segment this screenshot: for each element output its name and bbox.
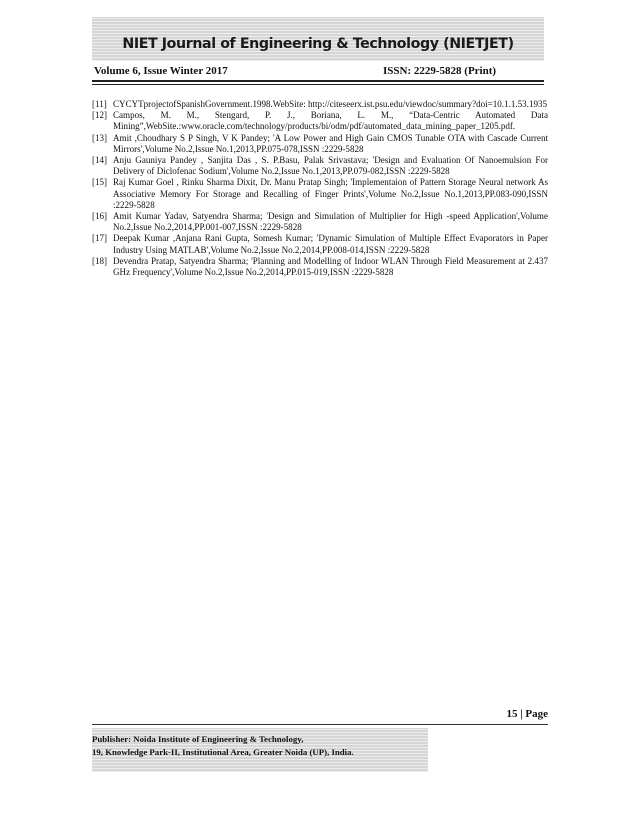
reference-text: Campos, M. M., Stengard, P. J., Boriana, L. M., “Data-Centric Automated Data Mining”,WebSite.:www.oracle.com/technology/products/bi/odm/pdf/automated_data_mining_paper_1205.pdf. — [113, 110, 548, 132]
reference-item — [92, 133, 548, 155]
reference-number: [13] — [92, 132, 108, 143]
reference-number: [14] — [92, 155, 108, 166]
reference-number: [12] — [92, 110, 108, 121]
reference-item — [92, 233, 548, 255]
reference-text: Amit Kumar Yadav, Satyendra Sharma; 'Design and Simulation of Multiplier for High -speed Application',Volume No.2,Issue No.2,2014,PP.001-007,ISSN :2229-5828 — [113, 211, 548, 233]
reference-number: [15] — [92, 177, 108, 188]
publisher-address: 19, Knowledge Park-II, Institutional Area, Greater Noida (UP), India. — [92, 746, 354, 757]
header-rule-thin — [92, 84, 544, 85]
issn: ISSN: 2229-5828 (Print) — [383, 65, 497, 77]
reference-text: Raj Kumar Goel , Rinku Sharma Dixit, Dr. Manu Pratap Singh; 'Implementaion of Pattern Storage Neural network As Associative Memory For Storage and Recalling of Finger Prints',Volume No.2,Issue No.1,2013,PP.083-090,ISSN :2229-5828 — [113, 177, 548, 210]
issue-info-row — [92, 62, 544, 80]
reference-text: Deepak Kumar ,Anjana Rani Gupta, Somesh Kumar; 'Dynamic Simulation of Multiple Effect Evaporators in Paper Industry Using MATLAB',Volume No.2,Issue No.2,2014,PP.008-014,ISSN :2229-5828 — [113, 233, 548, 255]
reference-item — [92, 110, 548, 132]
reference-text: Anju Gauniya Pandey , Sanjita Das , S. P.Basu, Palak Srivastava; 'Design and Evaluation Of Nanoemulsion For Delivery of Diclofenac Sodium',Volume No.2,Issue No.1,2013,PP.079-082,ISSN :2229-5828 — [113, 155, 548, 177]
publisher-line: Publisher: Noida Institute of Engineering & Technology, — [92, 734, 304, 744]
reference-number: [11] — [92, 99, 107, 109]
reference-text: CYCYTprojectofSpanishGovernment.1998.WebSite: http://citeseerx.ist.psu.edu/viewdoc/summary?doi=10.1.1.53.1935 — [113, 99, 548, 109]
footer-rule — [92, 724, 548, 725]
publisher-info — [92, 733, 432, 758]
reference-number: [18] — [92, 255, 108, 266]
reference-item — [92, 256, 548, 278]
page-number: 15 | Page — [506, 708, 548, 720]
reference-list — [92, 99, 548, 278]
journal-title: NIET Journal of Engineering & Technology (NIETJET) — [122, 36, 514, 52]
reference-text: Amit ,Choudhary S P Singh, V K Pandey; 'A Low Power and High Gain CMOS Tunable OTA with Cascade Current Mirrors',Volume No.2,Issue No.1,2013,PP.075-078,ISSN :2229-5828 — [113, 132, 548, 154]
reference-item — [92, 211, 548, 233]
reference-number: [17] — [92, 233, 108, 244]
reference-item — [92, 155, 548, 177]
reference-item — [92, 177, 548, 211]
header-rule — [92, 80, 544, 82]
reference-text: Devendra Pratap, Satyendra Sharma; 'Planning and Modelling of Indoor WLAN Through Field Measurement at 2.437 GHz Frequency',Volume No.2,Issue No.2,2014,PP.015-019,ISSN :2229-5828 — [113, 255, 548, 278]
reference-item — [92, 99, 548, 110]
reference-number: [16] — [92, 211, 108, 222]
volume-issue: Volume 6, Issue Winter 2017 — [94, 65, 228, 77]
